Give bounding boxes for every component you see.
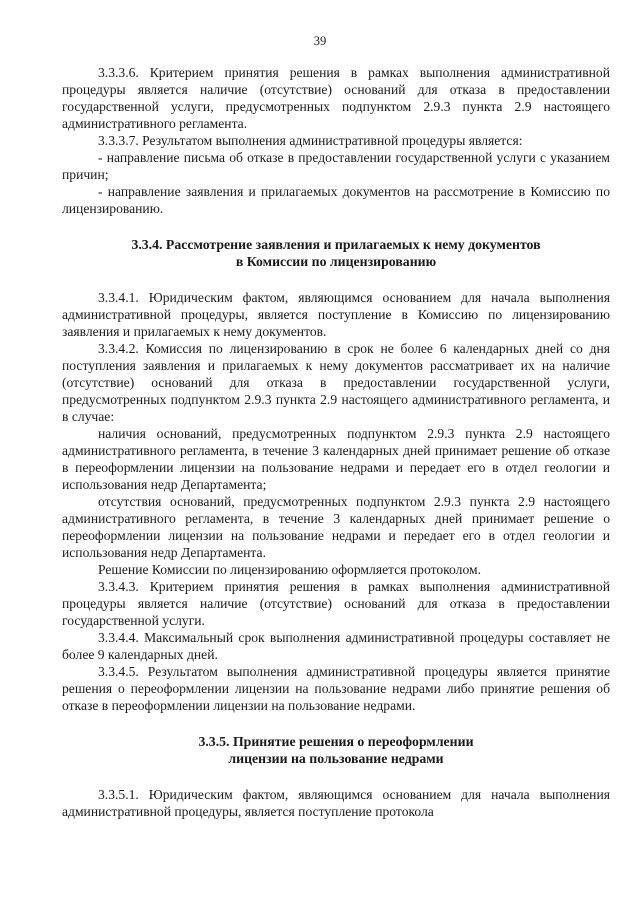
- section-heading-3-3-5: [62, 733, 610, 767]
- paragraph-case-grounds-present: наличия оснований, предусмотренных подпунктом 2.9.3 пункта 2.9 настоящего административного регламента, в течение 3 календарных дней принимает решение об отказе в переоформлении лицензии на пользование недрами и передает его в отдел геологии и использования недр Департамента;: [62, 426, 610, 492]
- paragraph-case-grounds-absent: отсутствия оснований, предусмотренных подпунктом 2.9.3 пункта 2.9 настоящего административного регламента, в течение 3 календарных дней принимает решение о переоформлении лицензии на пользование недрами и передает его в отдел геологии и использования недр Департамента.: [62, 494, 610, 560]
- section-heading-3-3-4: [62, 236, 610, 270]
- paragraph-3-3-4-2: 3.3.4.2. Комиссия по лицензированию в срок не более 6 календарных дней со дня поступления заявления и прилагаемых к нему документов рассматривает их на наличие (отсутствие) оснований для отказа в предоставлении государственной услуги, предусмотренных подпунктом 2.9.3 пункта 2.9 настоящего административного регламента, и в случае:: [62, 341, 610, 424]
- paragraph-protocol: Решение Комиссии по лицензированию оформляется протоколом.: [98, 562, 481, 577]
- paragraph-3-3-3-6: 3.3.3.6. Критерием принятия решения в рамках выполнения административной процедуры является наличие (отсутствие) оснований для отказа в предоставлении государственной услуги, предусмотренных подпунктом 2.9.3 пункта 2.9 настоящего административного регламента.: [62, 65, 610, 131]
- paragraph-3-3-4-1: 3.3.4.1. Юридическим фактом, являющимся основанием для начала выполнения административной процедуры, является поступление в Комиссию по лицензированию заявления и прилагаемых к нему документов.: [62, 290, 610, 339]
- paragraph-3-3-4-4: 3.3.4.4. Максимальный срок выполнения административной процедуры составляет не более 9 календарных дней.: [62, 630, 610, 662]
- paragraph-3-3-4-3: 3.3.4.3. Критерием принятия решения в рамках выполнения административной процедуры является наличие (отсутствие) оснований для отказа в предоставлении государственной услуги.: [62, 579, 610, 628]
- section-heading-line: лицензии на пользование недрами: [228, 751, 444, 766]
- page-number: 39: [313, 34, 327, 48]
- list-item-forward-to-commission: - направление заявления и прилагаемых документов на рассмотрение в Комиссию по лицензированию.: [62, 184, 610, 216]
- paragraph-3-3-4-5: 3.3.4.5. Результатом выполнения административной процедуры является принятие решения о переоформлении лицензии на пользование недрами либо принятие решения об отказе в переоформлении лицензии на пользование недрами.: [62, 664, 610, 713]
- document-body: [62, 64, 610, 820]
- paragraph-3-3-5-1: 3.3.5.1. Юридическим фактом, являющимся основанием для начала выполнения административной процедуры, является поступление протокола: [62, 787, 610, 819]
- section-heading-line: в Комиссии по лицензированию: [235, 254, 437, 269]
- list-item-refusal-letter: - направление письма об отказе в предоставлении государственной услуги с указанием причин;: [62, 150, 610, 182]
- section-heading-line: 3.3.5. Принятие решения о переоформлении: [198, 734, 474, 749]
- section-heading-line: 3.3.4. Рассмотрение заявления и прилагаемых к нему документов: [131, 237, 541, 252]
- paragraph-3-3-3-7: 3.3.3.7. Результатом выполнения административной процедуры является:: [98, 133, 523, 148]
